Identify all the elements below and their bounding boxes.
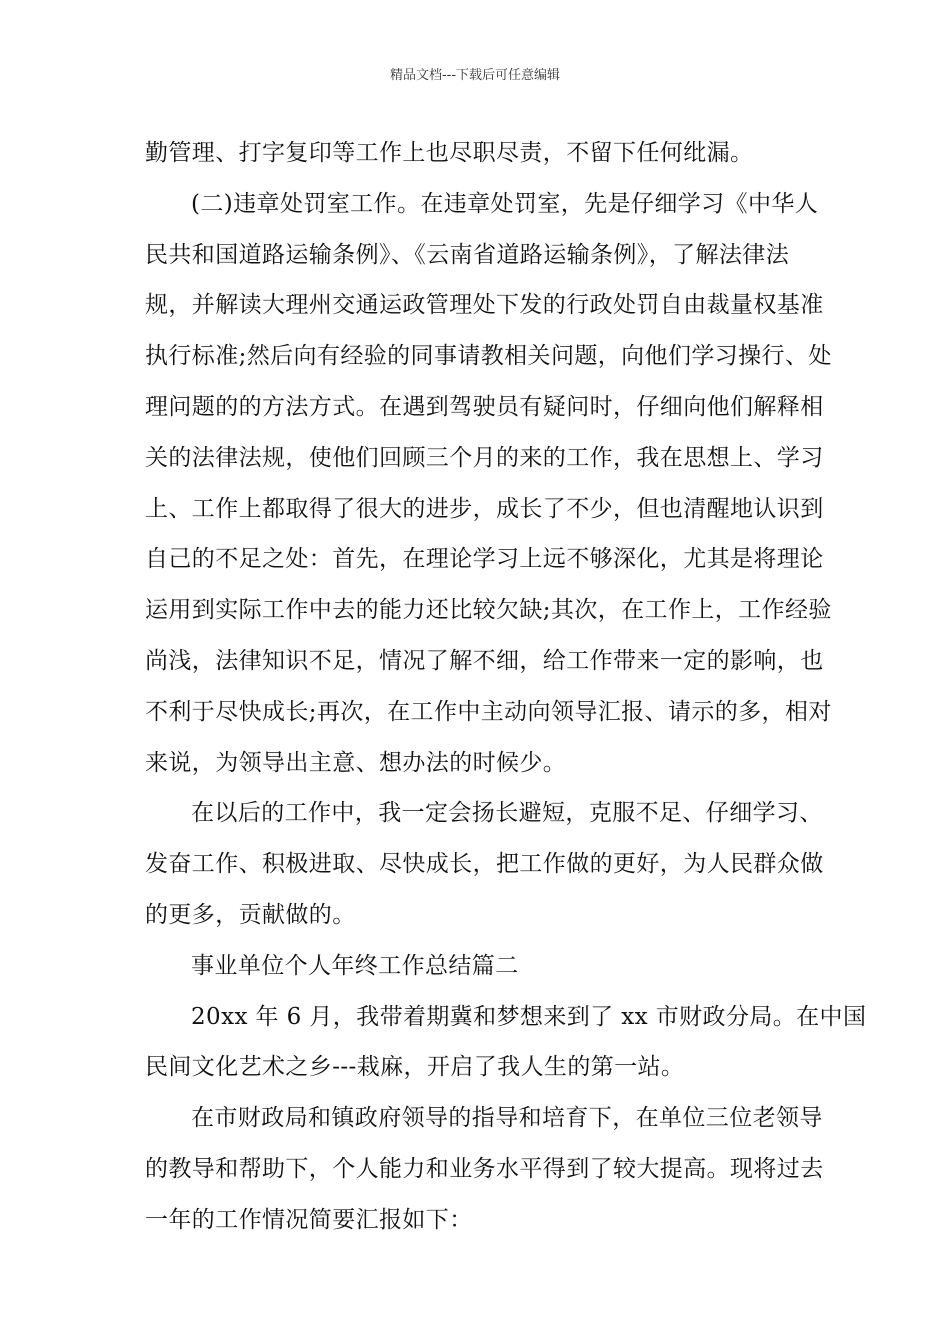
text-line: 的更多，贡献做的。 [145, 901, 356, 928]
text-line: 的教导和帮助下，个人能力和业务水平得到了较大提高。现将过去 [145, 1155, 824, 1182]
text-line: 发奋工作、积极进取、尽快成长，把工作做的更好，为人民群众做 [145, 851, 824, 878]
text-line: 20xx 年 6 月，我带着期冀和梦想来到了 xx 市财政分局。在中国 [191, 1003, 867, 1030]
text-line: 在市财政局和镇政府领导的指导和培育下，在单位三位老领导 [191, 1105, 823, 1132]
text-line: 在以后的工作中，我一定会扬长避短，克服不足、仔细学习、 [191, 800, 823, 827]
text-line: 民共和国道路运输条例》、《云南省道路运输条例》，了解法律法 [145, 241, 790, 268]
text-line: 一年的工作情况简要汇报如下： [145, 1206, 473, 1233]
text-line: 来说，为领导出主意、想办法的时候少。 [145, 749, 567, 776]
text-line: 自己的不足之处：首先，在理论学习上远不够深化，尤其是将理论 [145, 546, 824, 573]
section-heading: 事业单位个人年终工作总结篇二 [191, 952, 519, 979]
text-line: 不利于尽快成长;再次，在工作中主动向领导汇报、请示的多，相对 [145, 698, 832, 725]
text-line: 尚浅，法律知识不足，情况了解不细，给工作带来一定的影响，也 [145, 647, 824, 674]
text-line: 运用到实际工作中去的能力还比较欠缺;其次，在工作上，工作经验 [145, 597, 832, 624]
text-line: 执行标准;然后向有经验的同事请教相关问题，向他们学习操行、处 [145, 343, 832, 370]
text-line: 民间文化艺术之乡---栽麻，开启了我人生的第一站。 [145, 1054, 685, 1081]
text-line: 规，并解读大理州交通运政管理处下发的行政处罚自由裁量权基准 [145, 292, 824, 319]
text-line: 上、工作上都取得了很大的进步，成长了不少，但也清醒地认识到 [145, 495, 824, 522]
text-line: 理问题的的方法方式。在遇到驾驶员有疑问时，仔细向他们解释相 [145, 393, 824, 420]
text-line: 关的法律法规，使他们回顾三个月的来的工作，我在思想上、学习 [145, 444, 824, 471]
page-header: 精品文档---下载后可任意编辑 [389, 68, 561, 83]
text-line: 勤管理、打字复印等工作上也尽职尽责，不留下任何纰漏。 [145, 140, 754, 166]
text-line: (二)违章处罚室工作。在违章处罚室，先是仔细学习《中华人 [191, 190, 819, 217]
document-body [145, 128, 867, 1246]
